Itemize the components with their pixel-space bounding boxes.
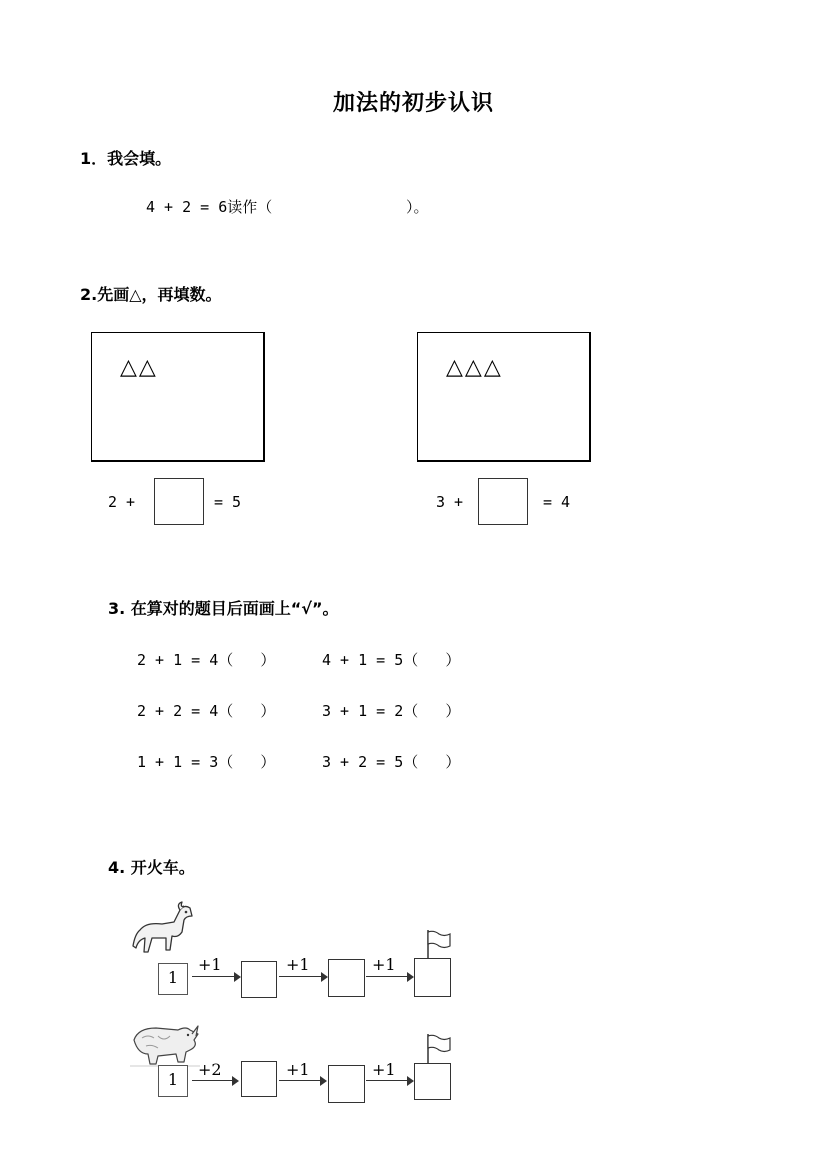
arrow-head-icon — [232, 1076, 239, 1086]
left-drawing-box[interactable] — [91, 332, 265, 462]
horse-icon — [128, 900, 198, 962]
train-answer-box[interactable] — [241, 961, 277, 998]
q3-item[interactable]: 3 + 2 = 5（ ） — [322, 753, 461, 771]
rhino-icon — [128, 1016, 202, 1070]
right-drawing-box[interactable] — [417, 332, 591, 462]
q3-item[interactable]: 4 + 1 = 5（ ） — [322, 651, 461, 669]
arrow-head-icon — [321, 972, 328, 982]
step-label: +1 — [198, 955, 222, 974]
step-label: +1 — [372, 955, 396, 974]
start-number-box: 1 — [158, 963, 188, 995]
arrow-head-icon — [234, 972, 241, 982]
q3-item[interactable]: 2 + 1 = 4（ ） — [137, 651, 276, 669]
arrow-line — [279, 976, 323, 977]
flag-icon — [424, 928, 454, 960]
q1-heading: 1．我会填。 — [80, 149, 172, 168]
q3-item[interactable]: 1 + 1 = 3（ ） — [137, 753, 276, 771]
train-answer-box[interactable] — [414, 1063, 451, 1100]
arrow-line — [366, 1080, 409, 1081]
triangle-icon: △△ — [120, 355, 158, 380]
start-number-box: 1 — [158, 1065, 188, 1097]
step-label: +1 — [286, 1060, 310, 1079]
arrow-line — [279, 1080, 322, 1081]
train-answer-box[interactable] — [328, 959, 365, 997]
arrow-head-icon — [407, 1076, 414, 1086]
right-equation-part-a: 3 + — [436, 493, 464, 511]
page-title: 加法的初步认识 — [332, 91, 494, 116]
q4-heading: 4. 开火车。 — [108, 858, 195, 877]
train-answer-box[interactable] — [241, 1061, 277, 1097]
q2-heading: 2.先画△，再填数。 — [80, 285, 222, 304]
left-answer-box[interactable] — [154, 478, 204, 525]
right-equation-part-b: = 4 — [543, 493, 571, 511]
q1-line-left: 4 + 2 = 6读作（ — [146, 198, 273, 216]
q1-answer-blank[interactable] — [296, 196, 406, 216]
right-answer-box[interactable] — [478, 478, 528, 525]
step-label: +1 — [372, 1060, 396, 1079]
flag-icon — [424, 1032, 454, 1065]
train-answer-box[interactable] — [328, 1065, 365, 1103]
arrow-head-icon — [407, 972, 414, 982]
arrow-head-icon — [320, 1076, 327, 1086]
triangle-icon: △△△ — [446, 355, 503, 380]
q3-heading: 3. 在算对的题目后面画上“√”。 — [108, 599, 339, 618]
step-label: +1 — [286, 955, 310, 974]
arrow-line — [192, 976, 236, 977]
step-label: +2 — [198, 1060, 222, 1079]
left-equation-part-b: = 5 — [214, 493, 242, 511]
train-answer-box[interactable] — [414, 958, 451, 997]
q3-item[interactable]: 3 + 1 = 2（ ） — [322, 702, 461, 720]
q1-line-right: ）。 — [406, 198, 429, 216]
arrow-line — [366, 976, 409, 977]
arrow-line — [192, 1080, 234, 1081]
q3-item[interactable]: 2 + 2 = 4（ ） — [137, 702, 276, 720]
left-equation-part-a: 2 + — [108, 493, 136, 511]
